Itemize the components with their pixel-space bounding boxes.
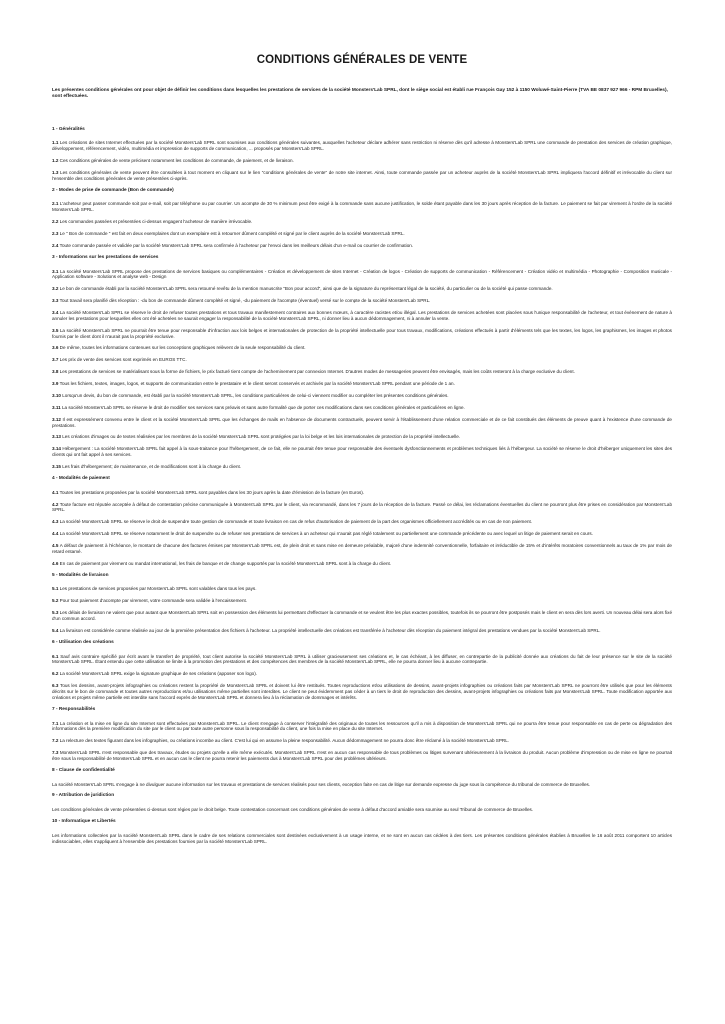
- clause-paragraph: [52, 369, 672, 375]
- clause-number: 7.2: [52, 738, 60, 744]
- clause-number: 1.2: [52, 158, 60, 164]
- clause-text: Les prix de vente des services sont exprimés en EUROS TTC.: [59, 357, 187, 363]
- clause-paragraph: [52, 286, 672, 292]
- clause-number: 5.4: [52, 627, 60, 633]
- clause-paragraph: [52, 446, 672, 458]
- intro-paragraph: Les présentes conditions générales ont pour objet de définir les conditions dans lesquelles les prestations de services de la société Monsters'Lab SPRL, dont le siège social est établi rue François Gay 152 à 1150 Woluwé-Saint-Pierre (TVA BE 0837 927 966 - RPM Bruxelles), sont effectuées.: [52, 88, 668, 99]
- clause-paragraph: [52, 170, 672, 182]
- clause-text: Monsters'Lab SPRL n'est responsable que des travaux, études ou projets qu'elle a elle même exécutés. Monsters'Lab SPRL n'est en aucun cas responsable de tous problèmes ou litiges survenant ultérieurement à la livraison du produit. Aucun problème d'impression ou de mise en ligne ne pourrait être sous la responsabilité de Monsters'Lab SPRL et en aucun cas le client ne pourra retenir les paiements dus à Monsters'Lab SPRL pour des problèmes ultérieurs.: [52, 750, 672, 761]
- clause-number: 3.5: [52, 327, 60, 333]
- clause-text: Il est expressément convenu entre le client et la société Monsters'Lab SPRL que les échanges de mails en l'absence de documents contractuels, peuvent servir à l'établissement d'une relation commerciale et de ce fait constitués des éléments de preuve quant à l'existence d'une commande de prestations.: [52, 416, 672, 428]
- clause-text: La création et la mise en ligne du site Internet sont effectuées par Monsters'Lab SPRL. Le client s'engage à conserver l'intégralité des originaux de toutes les ressources qu'il a mis à disposition de Monsters'Lab SPRL qui ne pourra être tenue pour responsable en cas de perte ou dégradation des informations dès la première modification du site par le client ou par toute autre personne sous la responsabilité du client, une fois la mise en place du site Internet.: [52, 720, 672, 732]
- clause-paragraph: [52, 721, 672, 733]
- clause-text: Les conditions générales de vente peuvent être consultées à tout moment en cliquant sur le lien "conditions générales de vente" de notre site internet. Ainsi, toute commande passée par un acheteur auprès de la société Monsters'Lab SPRL impliquera l'accord définitif et irrévocable du client sur l'ensemble des conditions générales de vente présentées ci-après.: [52, 169, 672, 181]
- clause-paragraph: [52, 231, 672, 237]
- clause-number: 3.10: [52, 393, 63, 399]
- clause-paragraph: [52, 833, 672, 845]
- clause-text: Le bon de commande établi par la société Monsters'Lab SPRL sera retourné revêtu de la mention manuscrite "Bon pour accord", ainsi que de la signature du représentant légal de la société, du particulier ou de la société qui passe commande.: [59, 286, 553, 292]
- section-heading: 1 - Généralités: [52, 126, 85, 132]
- clause-number: 4.3: [52, 519, 60, 525]
- clause-number: 4.2: [52, 501, 60, 507]
- clause-number: 3.12: [52, 416, 63, 422]
- clause-text: La société Monsters'Lab SPRL se réserve le droit de suspendre toute gestion de commande et toute livraison en cas de refus d'autorisation de paiement de la part des organismes officiellement accrédités ou en cas de non paiement.: [59, 519, 533, 525]
- clause-number: 5.3: [52, 610, 60, 616]
- clause-text: La société Monsters'Lab SPRL se réserve le droit de refuser toutes prestations et tous travaux manifestement contraires aux bonnes mœurs, à caractère racistes et/ou illégal. Les prestations de services achetées sont placées sous l'unique responsabilité de l'acheteur, et tout évènement de nature à annuler les prestations pour lesquelles elles ont été achetées ne saurait engager la responsabilité de la société Monsters'Lab SPRL, ni donner lieu à aucun dédommagement, ni à annuler la vente.: [52, 310, 672, 321]
- clause-paragraph: [52, 140, 672, 152]
- clause-number: 4.5: [52, 543, 60, 549]
- clause-number: 7.1: [52, 720, 60, 726]
- clause-text: En cas de paiement par virement ou mandat international, les frais de banque et de change supportés par la société Monsters'Lab SPRL sont à la charge du client.: [59, 560, 392, 566]
- clause-number: 7.3: [52, 750, 60, 756]
- clause-text: Sauf avis contraire spécifié par écrit avant le transfert de propriété, tout client autorise la société Monsters'Lab SPRL à utiliser gracieusement ses créations et, le cas échéant, à les diffuser, en contrepartie de la publicité donnée aux créations du fait de leur présence sur le site de la société Monsters'Lab SPRL. Étant entendu que cette utilisation se limite à la promotion des prestations et des compétences des membres de la société Monsters'Lab SPRL, elle ne pourra donner lieu à aucune contrepartie.: [52, 653, 672, 665]
- clause-number: 2.2: [52, 219, 60, 225]
- clause-paragraph: [52, 345, 672, 351]
- clause-number: 6.1: [52, 653, 61, 659]
- clause-paragraph: [52, 683, 672, 700]
- clause-number: 2.3: [52, 231, 60, 237]
- clause-text: La société Monsters'Lab SPRL ne pourrait être tenue pour responsable d'infraction aux lois belges et internationales de protection de la propriété intellectuelle pour tous travaux, modifications, créations effectués à partir d'éléments tels que les textes, les logos, les graphismes, les images et photos fournis par le client dont il n'aurait pas la propriété exclusive.: [52, 327, 672, 339]
- clause-text: Tous les dessins, avant-projets infographies ou créations restent la propriété de Monsters'Lab SPRL et doivent lui être restitués. Toutes reproductions et/ou utilisations de dessins, avant-projets infographies ou créations faits par Monsters'Lab SPRL ne pourront être utilisés que pour les éléments décrits sur le bon de commande et toutes autres reproductions et/ou utilisations même partielles sont interdites. Le client ne peut évidemment pas céder à un tiers le droit de reproduction des dessins, avant-projets infographies ou créations faits par Monsters'Lab SPRL. Toute modification apportée aux créations et projets même partielle est interdite sans l'accord exprès de Monsters'Lab SPRL et donnera lieu à la réclamation de dommages et intérêts.: [52, 683, 672, 700]
- clause-text: Les délais de livraison ne valent que pour autant que Monsters'Lab SPRL soit en possession des éléments lui permettant d'effectuer la commande et se veulent être les plus exactes possibles, toutefois ils se pourront être postposés mais le client en sera dès lors averti. Un nouveau délai sera alors fixé d'un commun accord.: [52, 610, 672, 622]
- clause-number: 3.6: [52, 345, 60, 351]
- section-heading: 4 - Modalités de paiement: [52, 475, 110, 481]
- clause-number: 3.14: [52, 446, 63, 452]
- clause-paragraph: [52, 543, 672, 555]
- clause-paragraph: [52, 598, 672, 604]
- clause-text: Toute commande passée et validée par la société Monsters'Lab SPRL sera confirmée à l'acheteur par l'envoi dans les meilleurs délais d'un e-mail ou courrier de confirmation.: [59, 242, 414, 248]
- clause-number: 3.7: [52, 357, 60, 363]
- clause-text: Pour tout paiement d'acompte par virement, votre commande sera validée à l'encaissement.: [59, 598, 248, 604]
- section-heading: 2 - Modes de prise de commande (Bon de commande): [52, 187, 174, 193]
- clause-number: 1.1: [52, 140, 60, 146]
- section-heading: 10 - Informatique et Libertés: [52, 819, 116, 825]
- clause-number: 2.4: [52, 242, 60, 248]
- clause-paragraph: [52, 750, 672, 762]
- clause-paragraph: [52, 628, 672, 634]
- clause-paragraph: [52, 531, 672, 537]
- clause-text: Ces conditions générales de vente précisent notamment les conditions de commande, de paiement, et de livraison.: [59, 158, 294, 164]
- clause-text: La société Monsters'Lab SPRL propose des prestations de services basiques ou complémentaires - Création et développement de sites Internet - Création de logos - Création de supports de communication - Référencement - Création vidéo et multimédia - Photographie - Composition musicale - Application software - Solutions et analyse web - Design: [52, 268, 672, 280]
- clause-paragraph: [52, 158, 672, 164]
- clause-paragraph: [52, 502, 672, 514]
- clause-paragraph: [52, 464, 672, 470]
- clause-paragraph: [52, 561, 672, 567]
- clause-paragraph: [52, 586, 672, 592]
- clause-text: Les commandes passées et présentées ci-dessus engagent l'acheteur de manière irrévocable.: [59, 219, 253, 225]
- clause-paragraph: [52, 490, 672, 496]
- section-heading: 8 - Clause de confidentialité: [52, 767, 115, 773]
- clause-text: Les prestations de services se matérialisant sous la forme de fichiers, le prix facturé tient compte de l'acheminement par connexion Internet. D'autres modes de messageries peuvent être envisagés, mais les coûts resteront à la charge exclusive du client.: [59, 369, 575, 375]
- clause-paragraph: [52, 519, 672, 525]
- clause-number: 3.13: [52, 434, 63, 440]
- clause-paragraph: [52, 269, 672, 281]
- clause-number: 4.1: [52, 489, 60, 495]
- clause-number: 3.11: [52, 404, 62, 410]
- page-title: CONDITIONS GÉNÉRALES DE VENTE: [256, 54, 468, 66]
- clause-paragraph: [52, 610, 672, 622]
- clause-text: Tous les fichiers, textes, images, logos, et supports de communication entre le prestataire et le client seront conservés et archivés par la société Monsters'Lab SPRL pendant une période de 1 an.: [59, 381, 455, 387]
- clause-text: Hébergement : La société Monsters'Lab SPRL fait appel à la sous-traitance pour l'hébergement, de ce fait, elle ne pourrait être tenue pour responsable des éventuels dysfonctionnements et problèmes techniques liés à l'hébergeur. La société se réserve le droit d'héberger uniquement les sites des clients qui ont fait appel à ses services.: [52, 446, 672, 458]
- clause-text: Tout travail sera planifié dès réception : -du bon de commande dûment complété et signé, -du paiement de l'acompte (éventuel) versé sur le compte de la société Monsters'Lab SPRL.: [59, 298, 431, 304]
- clause-text: De même, toutes les informations contenues sur les conceptions graphiques relèvent de la seule responsabilité du client.: [59, 345, 306, 351]
- clause-paragraph: [52, 654, 672, 666]
- clause-paragraph: [52, 201, 672, 213]
- clause-paragraph: [52, 782, 672, 788]
- clause-number: 3.15: [52, 464, 63, 470]
- clause-paragraph: [52, 807, 672, 813]
- clause-text: La livraison est considérée comme réalisée au jour de la première présentation des fichiers à l'acheteur. La propriété intellectuelle des créations est transférée à l'acheteur dès réception du paiement intégral des prestations vendues par la société Monsters'Lab SPRL.: [59, 627, 601, 633]
- clause-text: La société Monsters'Lab SPRL s'engage à ne divulguer aucune information sur les travaux et prestations de services réalisés pour ses clients, exception faite en cas de litige sur demande expresse du juge sous la compétence du tribunal de commerce de Bruxelles.: [52, 781, 591, 787]
- section-heading: 3 - Informations sur les prestations de services: [52, 254, 159, 260]
- clause-number: 3.8: [52, 369, 60, 375]
- clause-paragraph: [52, 357, 672, 363]
- clause-paragraph: [52, 738, 672, 744]
- clause-number: 3.2: [52, 286, 60, 292]
- clause-paragraph: [52, 671, 672, 677]
- clause-text: Lorsqu'un devis, du bon de commande, est établi par la société Monsters'Lab SPRL, les conditions particulières de celui-ci viennent modifier ou compléter les présentes conditions générales.: [62, 393, 449, 399]
- clause-text: L'acheteur peut passer commande soit par e-mail, soit par téléphone ou par courrier. Un acompte de 30 % minimum peut être exigé à la commande sans aucune justification, le solde étant payable dans les 30 jours après réception de la facture. Le paiement se fait par virement à l'ordre de la société Monsters'Lab SPRL.: [52, 201, 672, 213]
- clause-paragraph: [52, 328, 672, 340]
- section-heading: 9 - Attribution de juridiction: [52, 793, 115, 799]
- clause-text: Toute facture est réputée acceptée à défaut de contestation précise communiquée à Monsters'Lab SPRL par le client, via recommandé, dans les 7 jours de la réception de la facture. Passé ce délai, les réclamations éventuelles du client ne pourront plus être prises en considération par Monsters'Lab SPRL.: [52, 501, 672, 513]
- clause-paragraph: [52, 434, 672, 440]
- clause-text: La société Monsters'Lab SPRL se réserve notamment le droit de suspendre ou de refuser ses prestations de services à un acheteur qui n'aurait pas réglé totalement ou partiellement une commande précédente ou avec lequel un litige de paiement serait en cours.: [59, 531, 593, 537]
- section-heading: 6 - Utilisation des créations: [52, 639, 114, 645]
- clause-paragraph: [52, 405, 672, 411]
- clause-text: Les prestations de services proposées par Monsters'Lab SPRL sont valables dans tous les pays.: [59, 586, 257, 592]
- clause-number: 2.1: [52, 201, 60, 207]
- clause-paragraph: [52, 298, 672, 304]
- clause-paragraph: [52, 381, 672, 387]
- clause-paragraph: [52, 393, 672, 399]
- clause-text: A défaut de paiement à l'échéance, le montant de chacune des factures émises par Monsters'Lab SPRL est, de plein droit et sans mise en demeure préalable, majoré d'une indemnité conventionnelle, forfaitaire et irréductible de 15% et d'intérêts moratoires conventionnels au taux de 1% par mois de retard entamé.: [52, 543, 672, 554]
- clause-paragraph: [52, 243, 672, 249]
- clause-text: Toutes les prestations proposées par la société Monsters'Lab SPRL sont payables dans les 30 jours après la date d'émission de la facture (en Euros).: [59, 489, 365, 495]
- clause-number: 6.3: [52, 683, 61, 689]
- clause-number: 5.1: [52, 586, 60, 592]
- clause-number: 3.4: [52, 310, 60, 316]
- clause-number: 3.9: [52, 381, 60, 387]
- clause-text: La société Monsters'Lab SPRL se réserve le droit de modifier ses services sans préavis et sans autre formalité que de porter ces modifications dans ses conditions générales et particulières en ligne.: [61, 404, 465, 410]
- clause-text: La société Monsters'Lab SPRL exige la signature graphique de ses créations (apposer son logo).: [59, 671, 258, 677]
- clause-number: 4.4: [52, 531, 60, 537]
- clause-text: Les créations d'images ou de textes réalisées par les membres de la société Monsters'Lab SPRL sont protégées par la loi belge et les lois internationales de protection de la propriété intellectuelle.: [62, 434, 461, 440]
- clause-text: La relecture des textes figurant dans les infographies, ou créations incombe au client. C'est lui qui en assume la pleine responsabilité. Aucun dédommagement ne pourra donc être réclamé à la société Monsters'Lab SPRL.: [59, 738, 510, 744]
- clause-paragraph: [52, 219, 672, 225]
- clause-number: 5.2: [52, 598, 60, 604]
- sections-container: [52, 127, 672, 845]
- section-heading: 7 - Responsabilités: [52, 706, 96, 712]
- clause-number: 3.1: [52, 268, 60, 274]
- clause-paragraph: [52, 417, 672, 429]
- clause-number: 6.2: [52, 671, 60, 677]
- clause-text: Les créations de sites Internet effectuées par la société Monsters'Lab SPRL sont soumises aux conditions générales suivantes, auxquelles l'acheteur déclare adhérer sans restriction ni réserve dès qu'il adresse à Monsters'Lab SPRL une commande de prestation des services de création graphique, développement, référencement, vidéo, multimédia et impression de supports de communication, ... proposés par Monsters'Lab SPRL.: [52, 140, 672, 152]
- clause-number: 1.3: [52, 169, 61, 175]
- clause-text: Les frais d'hébergement; de maintenance, et de modifications sont à la charge du client.: [62, 464, 242, 470]
- section-heading: 5 - Modalités de livraison: [52, 572, 109, 578]
- clause-text: Les conditions générales de vente présentées ci-dessus sont régies par le droit belge. Toute contestation concernant ces conditions générales de vente à défaut d'accord amiable sera soumise au seul Tribunal de commerce de Bruxelles.: [52, 807, 534, 813]
- clause-number: 4.6: [52, 560, 60, 566]
- clause-text: Les informations collectées par la société Monsters'Lab SPRL dans le cadre de ses relations commerciales sont destinées exclusivement à un usage interne, et ne sont en aucun cas cédées à des tiers. Les présentes conditions générales établies à Bruxelles le 16 août 2011 comportent 10 articles indissociables, elles s'appliquent à l'ensemble des prestations fournies par la société Monsters'Lab SPRL.: [52, 832, 672, 844]
- clause-number: 3.3: [52, 298, 60, 304]
- document-page: [52, 54, 672, 851]
- clause-text: Le " Bon de commande " est fait en deux exemplaires dont un exemplaire est à retourner dûment complété et signé par le client auprès de la société Monsters'Lab SPRL.: [59, 231, 405, 237]
- clause-paragraph: [52, 310, 672, 322]
